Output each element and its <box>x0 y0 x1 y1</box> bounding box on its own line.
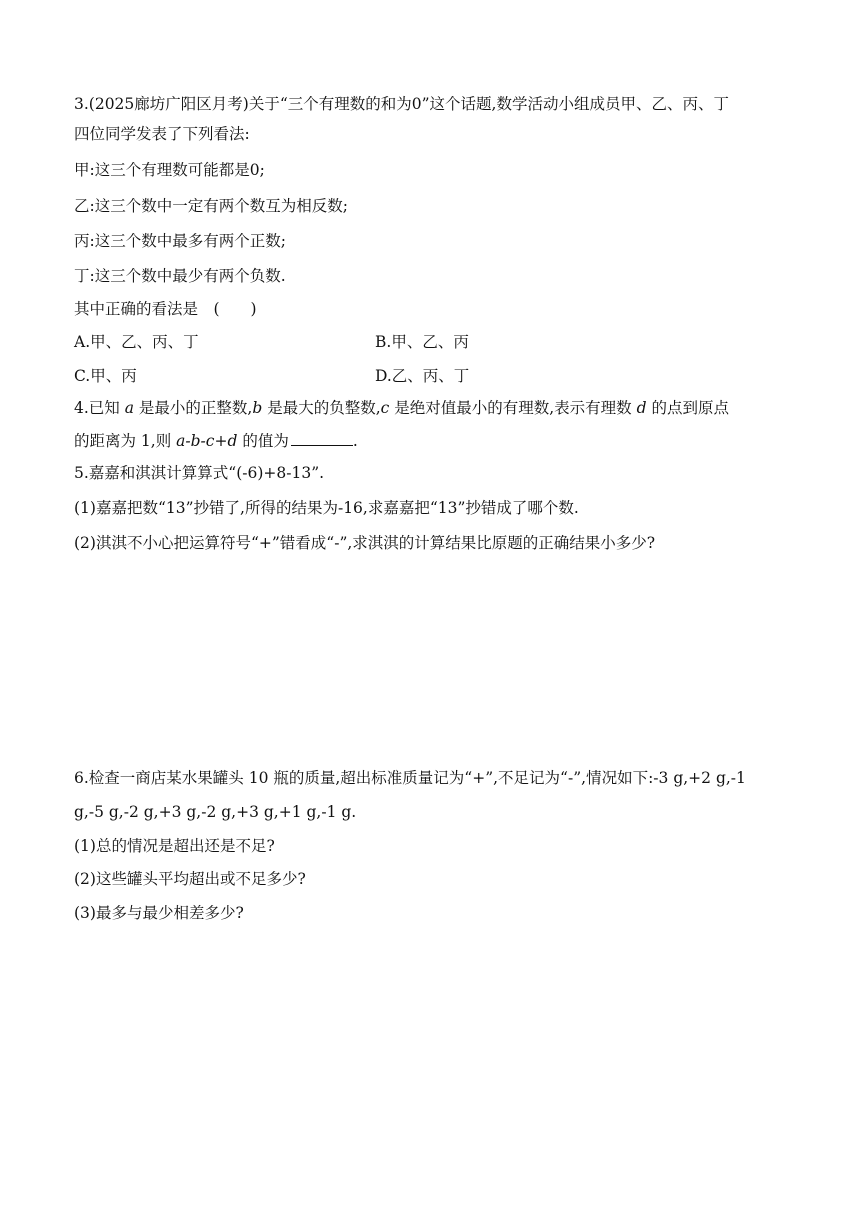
q3-stem-line2: 四位同学发表了下列看法: <box>74 125 250 143</box>
q5-stem: 5.嘉嘉和淇淇计算算式“(-6)+8-13”. <box>74 464 325 482</box>
q4-stem-line2 <box>74 431 794 451</box>
q5-part1: (1)嘉嘉把数“13”抄错了,所得的结果为-16,求嘉嘉把“13”抄错成了哪个数. <box>74 499 579 517</box>
q4-var-d: d <box>636 399 647 417</box>
q4-text: 是最小的正整数, <box>133 399 253 417</box>
q6-stem-line1: 6.检查一商店某水果罐头 10 瓶的质量,超出标准质量记为“+”,不足记为“-”,情况如下:-3 g,+2 g,-1 <box>74 769 746 787</box>
q4-var-c: c <box>380 399 390 417</box>
q6-stem-line2: g,-5 g,-2 g,+3 g,-2 g,+3 g,+1 g,-1 g. <box>74 803 357 821</box>
q4-stem-line1 <box>74 398 794 418</box>
q4-text: 是绝对值最小的有理数,表示有理数 <box>389 399 637 417</box>
q6-part1: (1)总的情况是超出还是不足? <box>74 837 275 855</box>
q3-option-c: C.甲、丙 <box>74 367 137 385</box>
q3-option-d: D.乙、丙、丁 <box>375 367 470 385</box>
q6-part3: (3)最多与最少相差多少? <box>74 904 244 922</box>
q3-statement-jia: 甲:这三个有理数可能都是0; <box>74 161 265 179</box>
q4-answer-blank[interactable] <box>291 431 353 446</box>
q4-var-a: a <box>124 399 134 417</box>
q4-expression: a-b-c+d <box>176 432 238 450</box>
q4-text: 的点到原点 <box>646 399 729 417</box>
q3-options-row2 <box>74 366 794 386</box>
q3-stem-line1: 3.(2025廊坊广阳区月考)关于“三个有理数的和为0”这个话题,数学活动小组成员甲、乙、丙、丁 <box>74 95 729 113</box>
q3-option-a: A.甲、乙、丙、丁 <box>74 333 199 351</box>
q4-var-b: b <box>252 399 263 417</box>
q3-statement-bing: 丙:这三个数中最多有两个正数; <box>74 232 286 250</box>
q5-part2: (2)淇淇不小心把运算符号“+”错看成“-”,求淇淇的计算结果比原题的正确结果小多少? <box>74 534 656 552</box>
q3-statement-ding: 丁:这三个数中最少有两个负数. <box>74 267 286 285</box>
q3-statement-yi: 乙:这三个数中一定有两个数互为相反数; <box>74 197 348 215</box>
q4-text: 4.已知 <box>74 399 125 417</box>
q3-prompt: 其中正确的看法是 ( ) <box>74 300 257 318</box>
q4-text: 的值为 <box>237 432 289 450</box>
q3-option-b: B.甲、乙、丙 <box>375 333 469 351</box>
q3-options-row1 <box>74 332 794 352</box>
q4-text: 是最大的负整数, <box>262 399 381 417</box>
q4-text: . <box>352 432 358 450</box>
q4-text: 的距离为 1,则 <box>74 432 177 450</box>
q6-part2: (2)这些罐头平均超出或不足多少? <box>74 870 306 888</box>
